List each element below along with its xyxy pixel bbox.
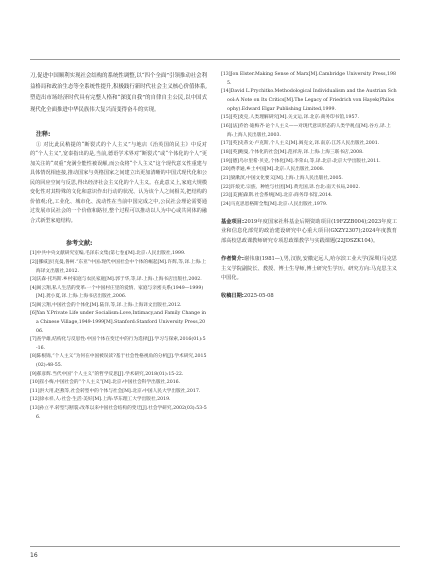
reference-item: [20]费孝通,乡土中国[M].北京:人民出版社,2008. bbox=[221, 167, 325, 173]
note-item: ① 对比此民稍提的“断裂式的个人主义”与地店《治英国的民主》中反对的“个人主义”,宽泰指出的是,当前,德语学术界对“断裂式”或“个体化的个人”更加关注的“双重”充满全能性被误解,而公众将“个人主义”这个现代意义性重建与具体情况相连接,推动国家与英格国家之间建立出更加清晰的中国式现代化和公民的回应空间与反思,得出经济社会主义化的个人主义。在此意义上,家庭大规模变化性对其特殊的文化和意识作出行动的状况、认为该个人之间相关,把结构的价值观;化,工业化、城市化、流动性在当前中国完成之中,公民社会理论需要通过发展市民社会的一个价值和路径,整个过程可以推动以人为中心或共同体的融合式新型家庭结构。 bbox=[30, 141, 207, 224]
reference-item: [21]梁漱溟,中国文化要义[M].上海:上海人民出版社,2005. bbox=[221, 175, 343, 181]
reference-item: [14]David L.Prychitko.Methodological Individualism and the Austrian School:A Note on Its Critics[M].The Legacy of Friedrich von Hayek(Philosophy).Edward Elgar Publishing Limited,1999. bbox=[221, 89, 397, 112]
received-label: 收稿日期: bbox=[221, 293, 244, 300]
reference-item: [3]沃森·托玛斯.乡村家庭与农民家庭[M].郭于华,等,译.上海:上海书店出版社,2002. bbox=[30, 277, 202, 283]
reference-item: [15][英]麦克,人类理解研究[M].关文运,译.北京:商务印书馆,1957. bbox=[221, 115, 359, 121]
reference-item: [11]洪大用,赵燕等,社会转型中的个体与社会[M].北京:中国人民大学出版社,2017. bbox=[30, 388, 201, 394]
reference-item: [1]中共中央文献研究室编,毛泽东文集(第七卷)[M].北京:人民出版社,1999. bbox=[30, 251, 186, 257]
reference-item: [18][英]鲍曼,个体化的社会[M].范祥涛,译.上海:上海三联书店,2008. bbox=[221, 149, 364, 155]
right-column bbox=[221, 71, 397, 302]
reference-item: [17][英]史蒂文·卢克斯,个人主义[M].阎克文,译.南京:江苏人民出版社,2001. bbox=[221, 141, 380, 147]
received-date: 2025-05-08 bbox=[243, 293, 274, 300]
reference-item: [13]孙立平.转型与断裂:改革以来中国社会结构的变迁[J].社会学研究,2002(03):53-56. bbox=[30, 406, 207, 420]
reference-item: [22]许烺光.宗族、种姓与社团[M].黄光国,译.台北:南天书局,2002. bbox=[221, 184, 360, 190]
fund-text: 2019年度国家社科基金后期资助项目(19FZZB004);2023年度工业和信息化部党的政治建设研究中心重大项目(GXZY2307);2024年度教育部高校思政课教师研究专项思政课教学与实践课题(22JDSZK104)。 bbox=[221, 218, 398, 245]
reference-item: [5]阎云翔,中国社会的个体化[M].陆洋,等,译.上海:上海译文出版社,2012. bbox=[30, 302, 182, 308]
reference-item: [24]马克思恩格斯全集[M].北京:人民出版社,1979. bbox=[221, 201, 328, 207]
author-text: 谢伟康(1981—),男,汉族,安徽定远人,哈尔滨工业大学(深圳)马克思主义学院副院长、教授、博士生导师,博士研究生学历。研究方向:马克思主义中国化。 bbox=[221, 255, 397, 282]
left-column bbox=[30, 71, 207, 422]
reference-item: [12]徐永祥,人:社会·生活·美好[M].上海:华东理工大学出版社,2019. bbox=[30, 397, 171, 403]
reference-item: [10]崔小梅,中国社会的“个人主义”[M].北京:中国社会科学出版社,2016. bbox=[30, 380, 181, 386]
references-title: 参考文献: bbox=[66, 240, 93, 248]
reference-item: [13]Jon Elster.Making Sense of Marx[M].Cambridge University Press,1985. bbox=[221, 72, 396, 86]
received-info bbox=[221, 292, 397, 302]
reference-item: [9]郝彦辉.当代中国“个人主义”的哲学反思[J].学术研究,2018(01):15-22. bbox=[30, 371, 184, 377]
notes-title: 注释: bbox=[36, 130, 51, 138]
fund-label: 基金项目: bbox=[221, 218, 245, 225]
reference-item: [4]阎云翔,私人生活的变革:一个中国村庄里的爱情、家庭与亲密关系(1949—1999)[M].龚小夏,译.上海:上海书店出版社,2006. bbox=[30, 285, 204, 300]
reference-item: [19][德]乌尔里希·贝克,个体化[M].李荣山,等,译.北京:北京大学出版社,2011. bbox=[221, 158, 381, 164]
footer-rule bbox=[30, 546, 400, 547]
reference-item: [23][美]帕森斯.社会系统[M].北京:商务印书馆,2014. bbox=[221, 193, 333, 199]
page-number: 16 bbox=[30, 552, 38, 559]
body-paragraph: 刀,促进中国顺利实现社会结构的系统性调整,以“四个全面”引领推动社会利益格局和政治生态等全系统性提升,积极践行新时代社会主义核心价值体系,塑造出市场经济时代具有完整人格和“深度自我”的自律自主公民,以中国式现代化全面推进中华民族伟大复兴而变得奋斗的实现。 bbox=[30, 73, 207, 113]
author-info bbox=[221, 255, 397, 284]
reference-item: [16][法]乔治·迪梅齐·论个人主义——对现代意识形态的人类学观点[M].谷方,译.上海:上海人民出版社,2003. bbox=[221, 123, 391, 138]
left-reference-list bbox=[30, 250, 207, 422]
reference-item: [8]陈根锦,“个人主义”为何在中国被误读?基于社会性格视角的分析[J].学术研究,2015(02):48-55. bbox=[30, 354, 207, 369]
reference-item: [6]Yan Y.Private Life under Socialism:Love,Intimacy,and Family Change in a Chinese Village,1949-1999[M].Stanford:Stanford University Press,2006. bbox=[30, 311, 206, 334]
author-label: 作者简介: bbox=[221, 255, 244, 262]
right-reference-list bbox=[221, 71, 397, 210]
reference-item: [2][挪威]贝克曼,鲁柯.“东亚”中国:现代中国社会中个体的崛起[M].许辉,等,译.上海:上海译文出版社,2012. bbox=[30, 259, 207, 274]
header-rule bbox=[30, 59, 400, 60]
fund-info bbox=[221, 218, 397, 247]
reference-item: [7]查学雄,结构化与反思性:中国个体在变迁中的行为选择[J].学习与探索,2016(01):5-16. bbox=[30, 337, 206, 351]
